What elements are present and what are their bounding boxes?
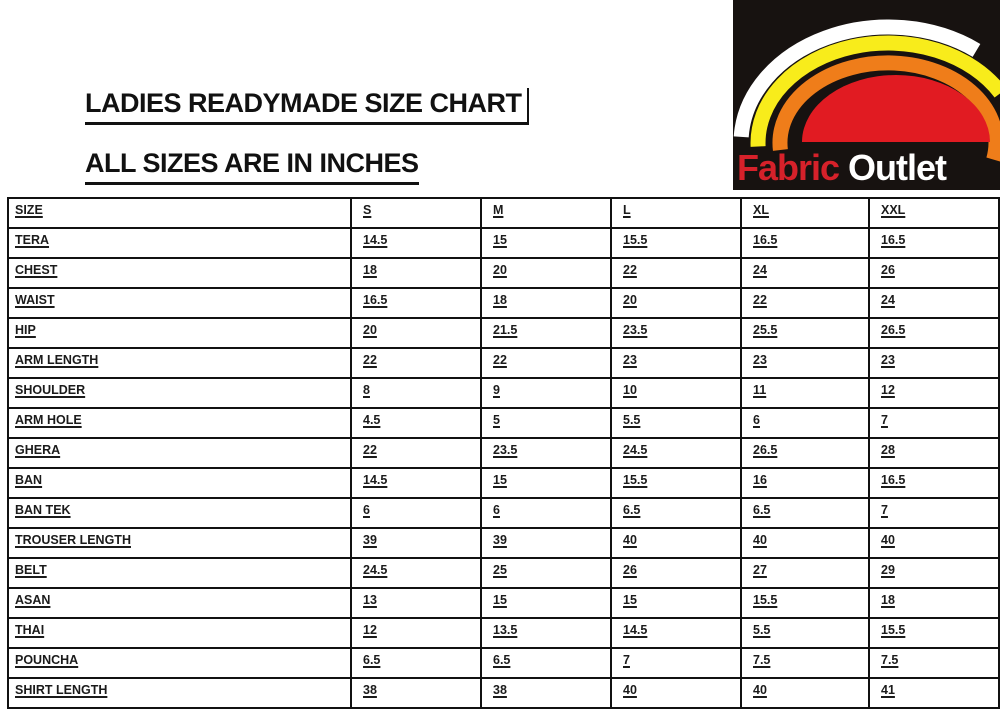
row-label: TROUSER LENGTH bbox=[8, 528, 351, 558]
row-label: POUNCHA bbox=[8, 648, 351, 678]
size-value: 6.5 bbox=[481, 648, 611, 678]
row-label: BAN TEK bbox=[8, 498, 351, 528]
size-value: 15.5 bbox=[611, 468, 741, 498]
size-value: 23.5 bbox=[481, 438, 611, 468]
table-row bbox=[8, 408, 999, 438]
size-value: 40 bbox=[611, 528, 741, 558]
size-value: 18 bbox=[481, 288, 611, 318]
size-value: 4.5 bbox=[351, 408, 481, 438]
size-value: 5.5 bbox=[611, 408, 741, 438]
fabric-outlet-logo bbox=[733, 0, 1000, 190]
size-value: 13 bbox=[351, 588, 481, 618]
size-value: 14.5 bbox=[351, 468, 481, 498]
size-value: 24 bbox=[741, 258, 869, 288]
table-row bbox=[8, 438, 999, 468]
table-row bbox=[8, 678, 999, 708]
size-value: 20 bbox=[351, 318, 481, 348]
size-value: 23.5 bbox=[611, 318, 741, 348]
row-label: BAN bbox=[8, 468, 351, 498]
table-row bbox=[8, 468, 999, 498]
size-value: 15 bbox=[611, 588, 741, 618]
row-label: HIP bbox=[8, 318, 351, 348]
table-row bbox=[8, 378, 999, 408]
size-value: 6 bbox=[741, 408, 869, 438]
size-value: 12 bbox=[869, 378, 999, 408]
table-row bbox=[8, 288, 999, 318]
header-row bbox=[8, 198, 999, 228]
size-value: 14.5 bbox=[351, 228, 481, 258]
size-value: 22 bbox=[741, 288, 869, 318]
size-value: 13.5 bbox=[481, 618, 611, 648]
col-header-xl: XL bbox=[741, 198, 869, 228]
size-value: 5 bbox=[481, 408, 611, 438]
size-value: 23 bbox=[611, 348, 741, 378]
size-value: 22 bbox=[351, 348, 481, 378]
size-value: 15 bbox=[481, 468, 611, 498]
size-value: 24.5 bbox=[611, 438, 741, 468]
size-value: 7.5 bbox=[869, 648, 999, 678]
col-header-size: SIZE bbox=[8, 198, 351, 228]
main-title-text: LADIES READYMADE SIZE CHART bbox=[85, 88, 529, 125]
size-value: 38 bbox=[351, 678, 481, 708]
size-value: 16.5 bbox=[741, 228, 869, 258]
size-value: 16.5 bbox=[869, 228, 999, 258]
size-value: 22 bbox=[611, 258, 741, 288]
size-value: 11 bbox=[741, 378, 869, 408]
size-value: 40 bbox=[741, 678, 869, 708]
size-value: 23 bbox=[741, 348, 869, 378]
size-value: 7.5 bbox=[741, 648, 869, 678]
size-value: 15.5 bbox=[869, 618, 999, 648]
page-title bbox=[85, 88, 529, 125]
size-value: 15 bbox=[481, 228, 611, 258]
row-label: TERA bbox=[8, 228, 351, 258]
table-row bbox=[8, 498, 999, 528]
size-value: 39 bbox=[351, 528, 481, 558]
table-row bbox=[8, 558, 999, 588]
size-value: 15 bbox=[481, 588, 611, 618]
size-value: 26 bbox=[611, 558, 741, 588]
size-value: 7 bbox=[869, 408, 999, 438]
size-value: 41 bbox=[869, 678, 999, 708]
row-label: SHIRT LENGTH bbox=[8, 678, 351, 708]
size-value: 18 bbox=[351, 258, 481, 288]
brand-name-outlet: Outlet bbox=[848, 147, 947, 188]
size-chart-table bbox=[7, 197, 1000, 709]
table-row bbox=[8, 348, 999, 378]
size-value: 29 bbox=[869, 558, 999, 588]
size-value: 7 bbox=[611, 648, 741, 678]
col-header-m: M bbox=[481, 198, 611, 228]
row-label: ARM LENGTH bbox=[8, 348, 351, 378]
subtitle-text: ALL SIZES ARE IN INCHES bbox=[85, 148, 419, 185]
size-value: 22 bbox=[481, 348, 611, 378]
size-value: 22 bbox=[351, 438, 481, 468]
col-header-xxl: XXL bbox=[869, 198, 999, 228]
row-label: WAIST bbox=[8, 288, 351, 318]
table-row bbox=[8, 318, 999, 348]
size-value: 5.5 bbox=[741, 618, 869, 648]
col-header-l: L bbox=[611, 198, 741, 228]
size-value: 20 bbox=[611, 288, 741, 318]
size-value: 40 bbox=[741, 528, 869, 558]
size-value: 9 bbox=[481, 378, 611, 408]
table-row bbox=[8, 588, 999, 618]
size-value: 10 bbox=[611, 378, 741, 408]
row-label: THAI bbox=[8, 618, 351, 648]
size-value: 6 bbox=[351, 498, 481, 528]
size-value: 39 bbox=[481, 528, 611, 558]
size-value: 23 bbox=[869, 348, 999, 378]
size-value: 16.5 bbox=[351, 288, 481, 318]
brand-wordmark bbox=[737, 147, 946, 189]
size-value: 27 bbox=[741, 558, 869, 588]
size-value: 24 bbox=[869, 288, 999, 318]
size-value: 38 bbox=[481, 678, 611, 708]
size-value: 6 bbox=[481, 498, 611, 528]
size-value: 26.5 bbox=[869, 318, 999, 348]
size-value: 7 bbox=[869, 498, 999, 528]
size-value: 21.5 bbox=[481, 318, 611, 348]
size-value: 26 bbox=[869, 258, 999, 288]
size-value: 16 bbox=[741, 468, 869, 498]
size-value: 6.5 bbox=[351, 648, 481, 678]
size-value: 6.5 bbox=[741, 498, 869, 528]
size-value: 25.5 bbox=[741, 318, 869, 348]
size-value: 25 bbox=[481, 558, 611, 588]
table-body bbox=[8, 228, 999, 708]
row-label: CHEST bbox=[8, 258, 351, 288]
size-value: 15.5 bbox=[611, 228, 741, 258]
row-label: GHERA bbox=[8, 438, 351, 468]
size-value: 24.5 bbox=[351, 558, 481, 588]
table-row bbox=[8, 258, 999, 288]
size-value: 15.5 bbox=[741, 588, 869, 618]
size-value: 40 bbox=[869, 528, 999, 558]
brand-name-fabric: Fabric bbox=[737, 147, 840, 188]
table-row bbox=[8, 228, 999, 258]
table-row bbox=[8, 618, 999, 648]
size-value: 14.5 bbox=[611, 618, 741, 648]
row-label: SHOULDER bbox=[8, 378, 351, 408]
size-value: 18 bbox=[869, 588, 999, 618]
size-value: 16.5 bbox=[869, 468, 999, 498]
row-label: ASAN bbox=[8, 588, 351, 618]
size-value: 26.5 bbox=[741, 438, 869, 468]
col-header-s: S bbox=[351, 198, 481, 228]
size-value: 28 bbox=[869, 438, 999, 468]
size-value: 8 bbox=[351, 378, 481, 408]
table-row bbox=[8, 528, 999, 558]
table-row bbox=[8, 648, 999, 678]
size-value: 20 bbox=[481, 258, 611, 288]
row-label: BELT bbox=[8, 558, 351, 588]
page-subtitle bbox=[85, 148, 419, 185]
row-label: ARM HOLE bbox=[8, 408, 351, 438]
size-value: 12 bbox=[351, 618, 481, 648]
size-value: 40 bbox=[611, 678, 741, 708]
size-value: 6.5 bbox=[611, 498, 741, 528]
